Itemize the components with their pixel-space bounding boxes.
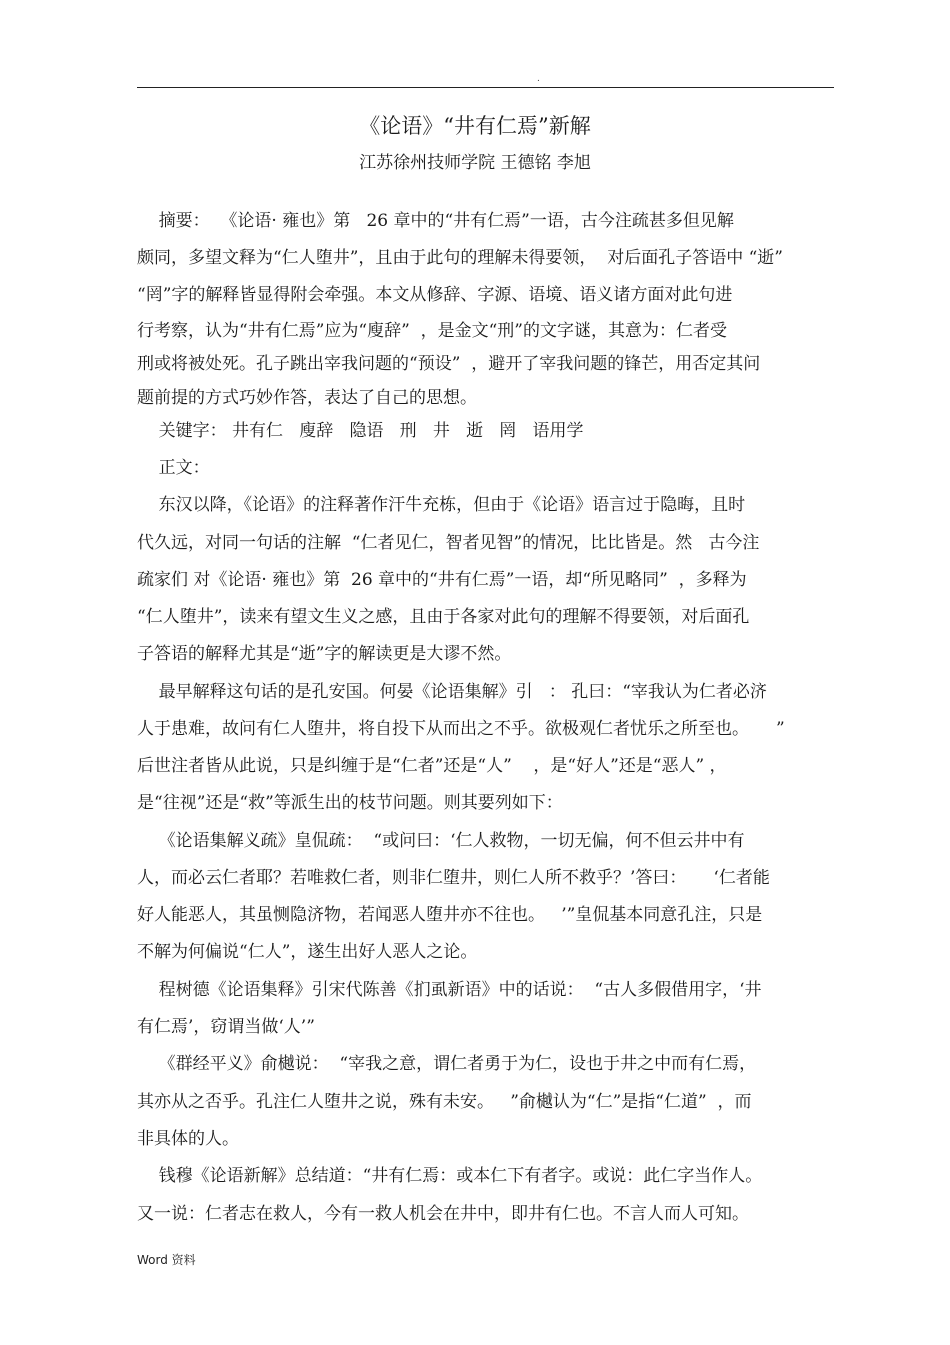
text-line: 题前提的方式巧妙作答，表达了自己的思想。 [137,388,477,408]
text-line: “罔”字的解释皆显得附会牵强。本文从修辞、字源、语境、语义诸方面对此句进 [137,285,733,305]
body-heading: 正文： [137,458,210,478]
header-dot: . [537,74,540,84]
text-line: 人于患难，故问有仁人堕井，将自投下从而出之不乎。欲极观仁者忧乐之所至也。 ” [137,719,785,739]
text-line: 《群经平义》俞樾说： “宰我之意，谓仁者勇于为仁，设也于井之中而有仁焉， [137,1054,757,1074]
text-line: 其亦从之否乎。孔注仁人堕井之说，殊有未安。 ”俞樾认为“仁”是指“仁道” ，而 [137,1092,752,1112]
document-title: 《论语》“井有仁焉”新解 [359,114,591,138]
text-line: 《论语集解义疏》皇侃疏： “或问曰：‘仁人救物，一切无偏，何不但云井中有 [137,831,745,851]
text-line: 东汉以降，《论语》的注释著作汗牛充栋，但由于《论语》语言过于隐晦，且时 [137,495,746,515]
page-footer: Word 资料 [137,1253,196,1267]
text-line: 刑或将被处死。孔子跳出宰我问题的“预设” ，避开了宰我问题的锋芒，用否定其问 [137,354,761,374]
keywords-line: 关键字： 井有仁 廋辞 隐语 刑 井 逝 罔 语用学 [137,421,584,441]
header-rule [137,87,834,88]
text-line: 又一说：仁者志在救人，今有一救人机会在井中，即井有仁也。不言人而人可知。 [137,1204,749,1224]
text-line: “仁人堕井”，读来有望文生义之感，且由于各家对此句的理解不得要领，对后面孔 [137,607,750,627]
text-line: 人，而必云仁者耶？若唯救仁者，则非仁堕井，则仁人所不救乎？’答曰： ‘仁者能 [137,868,770,888]
text-line: 疏家们 对《论语· 雍也》第 26 章中的“井有仁焉”一语，却“所见略同” ，多释为 [137,570,747,590]
text-line: 非具体的人。 [137,1129,239,1149]
text-line: 好人能恶人，其虽恻隐济物，若闻恶人堕井亦不往也。 ’”皇侃基本同意孔注，只是 [137,905,763,925]
text-line: 代久远，对同一句话的注解 “仁者见仁，智者见智”的情况，比比皆是。然 古今注 [137,533,760,553]
text-line: 不解为何偏说“仁人”，遂生出好人恶人之论。 [137,942,478,962]
text-line: 后世注者皆从此说，只是纠缠于是“仁者”还是“人” ，是“好人”还是“恶人” ， [137,756,727,776]
text-line: 程树德《论语集释》引宋代陈善《扪虱新语》中的话说： “古人多假借用字，‘井 [137,980,762,1000]
text-line: 最早解释这句话的是孔安国。何晏《论语集解》引 ： 孔曰：“宰我认为仁者必济 [137,682,767,702]
text-line: 颇同，多望文释为“仁人堕井”，且由于此句的理解未得要领， 对后面孔子答语中 “逝” [137,248,783,268]
text-line: 钱穆《论语新解》总结道：“井有仁焉：或本仁下有者字。或说：此仁字当作人。 [137,1166,763,1186]
text-line: 行考察，认为“井有仁焉”应为“廋辞” ，是金文“刑”的文字谜，其意为：仁者受 [137,321,727,341]
text-line: 子答语的解释尤其是“逝”字的解读更是大谬不然。 [137,644,512,664]
author-line: 江苏徐州技师学院 王德铭 李旭 [359,153,591,173]
text-line: 摘要： 《论语· 雍也》第 26 章中的“井有仁焉”一语，古今注疏甚多但见解 [137,211,734,231]
text-line: 是“往视”还是“救”等派生出的枝节问题。则其要列如下： [137,793,563,813]
text-line: 有仁焉’，窃谓当做‘人’” [137,1017,315,1037]
